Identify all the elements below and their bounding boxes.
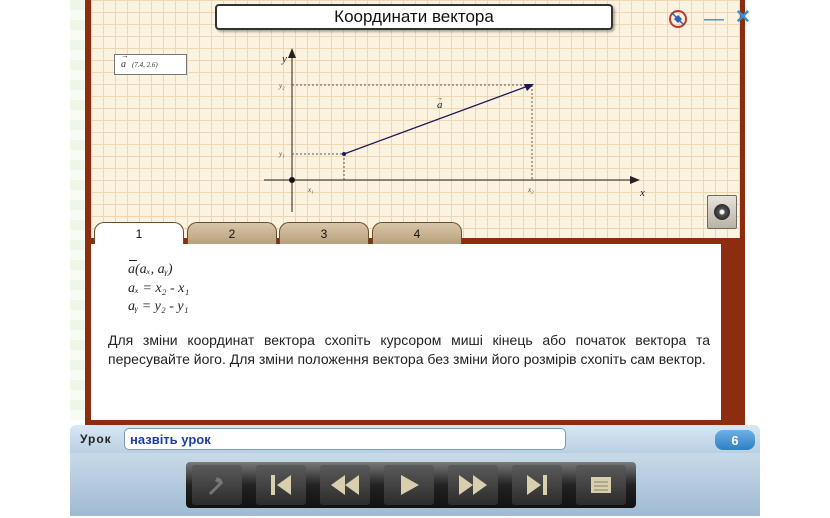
- lesson-number-badge[interactable]: [715, 430, 755, 450]
- play-button[interactable]: [384, 465, 434, 505]
- rewind-icon: [325, 469, 365, 501]
- last-button[interactable]: [512, 465, 562, 505]
- window-title-text: Координати вектора: [334, 7, 494, 26]
- pointer-icon: [197, 469, 237, 501]
- minimize-icon: —: [704, 8, 724, 30]
- vector-start-point[interactable]: [342, 152, 346, 156]
- formula-vector: a(aₓ, aᵧ): [128, 262, 173, 277]
- y-axis-arrow: [288, 48, 296, 58]
- tab-label: 3: [320, 226, 328, 241]
- lesson-number: 6: [731, 432, 739, 448]
- vector-name: → a: [121, 59, 126, 70]
- tab-label: 2: [228, 226, 236, 241]
- lesson-name-text: назвіть урок: [130, 431, 211, 447]
- x-axis-arrow: [630, 176, 640, 184]
- x1-tick-label: x₁: [308, 186, 314, 194]
- lesson-name-field[interactable]: [124, 428, 566, 450]
- vector-label: a: [437, 99, 443, 111]
- menu-icon: [581, 469, 621, 501]
- skip-first-icon: [261, 469, 301, 501]
- x2-tick-label: x₂: [528, 186, 534, 194]
- formula-ax: aₓ = x₂ - x₁: [128, 281, 190, 296]
- pointer-button[interactable]: [192, 465, 242, 505]
- fast-forward-icon: [453, 469, 493, 501]
- tab-1[interactable]: [94, 222, 184, 244]
- play-icon: [389, 469, 429, 501]
- menu-button[interactable]: [576, 465, 626, 505]
- tab-label: 4: [413, 226, 421, 241]
- origin-point: [289, 177, 295, 183]
- lesson-label: Урок: [80, 432, 112, 446]
- tab-4[interactable]: [372, 222, 462, 244]
- vector-arrow-mark: →: [436, 94, 443, 102]
- y1-tick-label: y₁: [279, 150, 285, 158]
- y2-tick-label: y₂: [279, 82, 285, 90]
- fast-forward-button[interactable]: [448, 465, 498, 505]
- y-axis-label: y: [282, 53, 287, 65]
- close-icon: ✕: [735, 7, 751, 28]
- tab-3[interactable]: [279, 222, 369, 244]
- vector-coordinates-value: (7.4, 2.6): [132, 60, 158, 69]
- speaker-icon[interactable]: [707, 195, 737, 229]
- tab-2[interactable]: [187, 222, 277, 244]
- rewind-button[interactable]: [320, 465, 370, 505]
- x-axis-label: x: [640, 187, 645, 199]
- instruction-text: Для зміни координат вектора схопіть курсором миші кінець або початок вектора та пересувайте його. Для зміни положення вектора без зміни його розмірів схопіть сам вектор.: [108, 332, 710, 367]
- skip-last-icon: [517, 469, 557, 501]
- first-button[interactable]: [256, 465, 306, 505]
- formula-ay: aᵧ = y₂ - y₁: [128, 299, 189, 314]
- tab-label: 1: [135, 226, 143, 241]
